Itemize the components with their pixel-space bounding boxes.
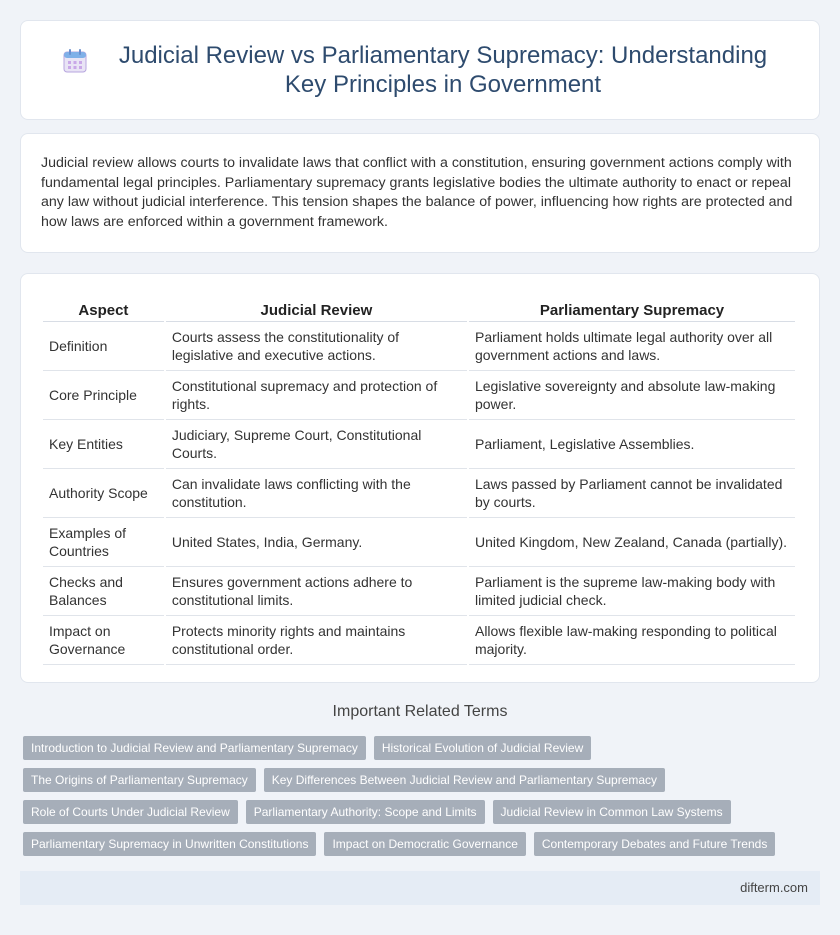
parliamentary-supremacy-cell: Parliament holds ultimate legal authority over all government actions and laws. bbox=[469, 322, 795, 371]
related-term-tag[interactable]: Contemporary Debates and Future Trends bbox=[534, 832, 775, 856]
parliamentary-supremacy-cell: Allows flexible law-making responding to political majority. bbox=[469, 616, 795, 665]
judicial-review-cell: Courts assess the constitutionality of legislative and executive actions. bbox=[166, 322, 467, 371]
table-row bbox=[43, 469, 795, 518]
judicial-review-cell: United States, India, Germany. bbox=[166, 518, 467, 567]
judicial-review-cell: Protects minority rights and maintains constitutional order. bbox=[166, 616, 467, 665]
parliamentary-supremacy-cell: Laws passed by Parliament cannot be invalidated by courts. bbox=[469, 469, 795, 518]
table-header-row bbox=[43, 296, 795, 322]
intro-paragraph: Judicial review allows courts to invalidate laws that conflict with a constitution, ensuring government actions comply with fundamental legal principles. Parliamentary supremacy grants legislative bodies the ultimate authority to enact or repeal any law without judicial interference. This tension shapes the balance of power, influencing how rights are protected and how laws are enforced within a government framework. bbox=[41, 155, 793, 230]
related-term-tag[interactable]: Key Differences Between Judicial Review and Parliamentary Supremacy bbox=[264, 768, 665, 792]
title-card bbox=[20, 20, 820, 120]
row-aspect-cell: Checks and Balances bbox=[43, 567, 164, 616]
column-header-judicial-review: Judicial Review bbox=[166, 296, 467, 322]
tag-row bbox=[23, 768, 823, 792]
judicial-review-cell: Can invalidate laws conflicting with the constitution. bbox=[166, 469, 467, 518]
tag-row bbox=[23, 832, 823, 856]
table-row bbox=[43, 567, 795, 616]
table-row bbox=[43, 322, 795, 371]
page-title: Judicial Review vs Parliamentary Supremacy: Understanding Key Principles in Government bbox=[118, 42, 768, 98]
row-aspect-cell: Key Entities bbox=[43, 420, 164, 469]
parliamentary-supremacy-cell: United Kingdom, New Zealand, Canada (partially). bbox=[469, 518, 795, 567]
related-terms-tags bbox=[23, 736, 823, 864]
related-term-tag[interactable]: Impact on Democratic Governance bbox=[324, 832, 525, 856]
footer-site-link[interactable]: difterm.com bbox=[740, 880, 808, 895]
related-term-tag[interactable]: Introduction to Judicial Review and Parliamentary Supremacy bbox=[23, 736, 366, 760]
judicial-review-cell: Constitutional supremacy and protection of rights. bbox=[166, 371, 467, 420]
table-row bbox=[43, 420, 795, 469]
row-aspect-cell: Authority Scope bbox=[43, 469, 164, 518]
footer bbox=[20, 871, 820, 905]
related-term-tag[interactable]: Parliamentary Authority: Scope and Limits bbox=[246, 800, 485, 824]
related-terms-heading: Important Related Terms bbox=[332, 703, 508, 720]
table-row bbox=[43, 371, 795, 420]
parliamentary-supremacy-cell: Parliament is the supreme law-making body with limited judicial check. bbox=[469, 567, 795, 616]
column-header-aspect: Aspect bbox=[43, 296, 164, 322]
parliamentary-supremacy-cell: Parliament, Legislative Assemblies. bbox=[469, 420, 795, 469]
row-aspect-cell: Impact on Governance bbox=[43, 616, 164, 665]
judicial-review-cell: Ensures government actions adhere to constitutional limits. bbox=[166, 567, 467, 616]
related-term-tag[interactable]: Parliamentary Supremacy in Unwritten Constitutions bbox=[23, 832, 316, 856]
related-term-tag[interactable]: Role of Courts Under Judicial Review bbox=[23, 800, 238, 824]
row-aspect-cell: Core Principle bbox=[43, 371, 164, 420]
comparison-table bbox=[41, 296, 797, 665]
related-term-tag[interactable]: Historical Evolution of Judicial Review bbox=[374, 736, 591, 760]
title-wrap bbox=[61, 41, 779, 99]
tag-row bbox=[23, 800, 823, 824]
judicial-review-cell: Judiciary, Supreme Court, Constitutional Courts. bbox=[166, 420, 467, 469]
related-term-tag[interactable]: Judicial Review in Common Law Systems bbox=[493, 800, 731, 824]
table-row bbox=[43, 616, 795, 665]
column-header-parliamentary-supremacy: Parliamentary Supremacy bbox=[469, 296, 795, 322]
row-aspect-cell: Definition bbox=[43, 322, 164, 371]
related-term-tag[interactable]: The Origins of Parliamentary Supremacy bbox=[23, 768, 256, 792]
calendar-icon bbox=[61, 47, 89, 75]
table-row bbox=[43, 518, 795, 567]
row-aspect-cell: Examples of Countries bbox=[43, 518, 164, 567]
parliamentary-supremacy-cell: Legislative sovereignty and absolute law-making power. bbox=[469, 371, 795, 420]
intro-card bbox=[20, 133, 820, 253]
comparison-card bbox=[20, 273, 820, 683]
tag-row bbox=[23, 736, 823, 760]
